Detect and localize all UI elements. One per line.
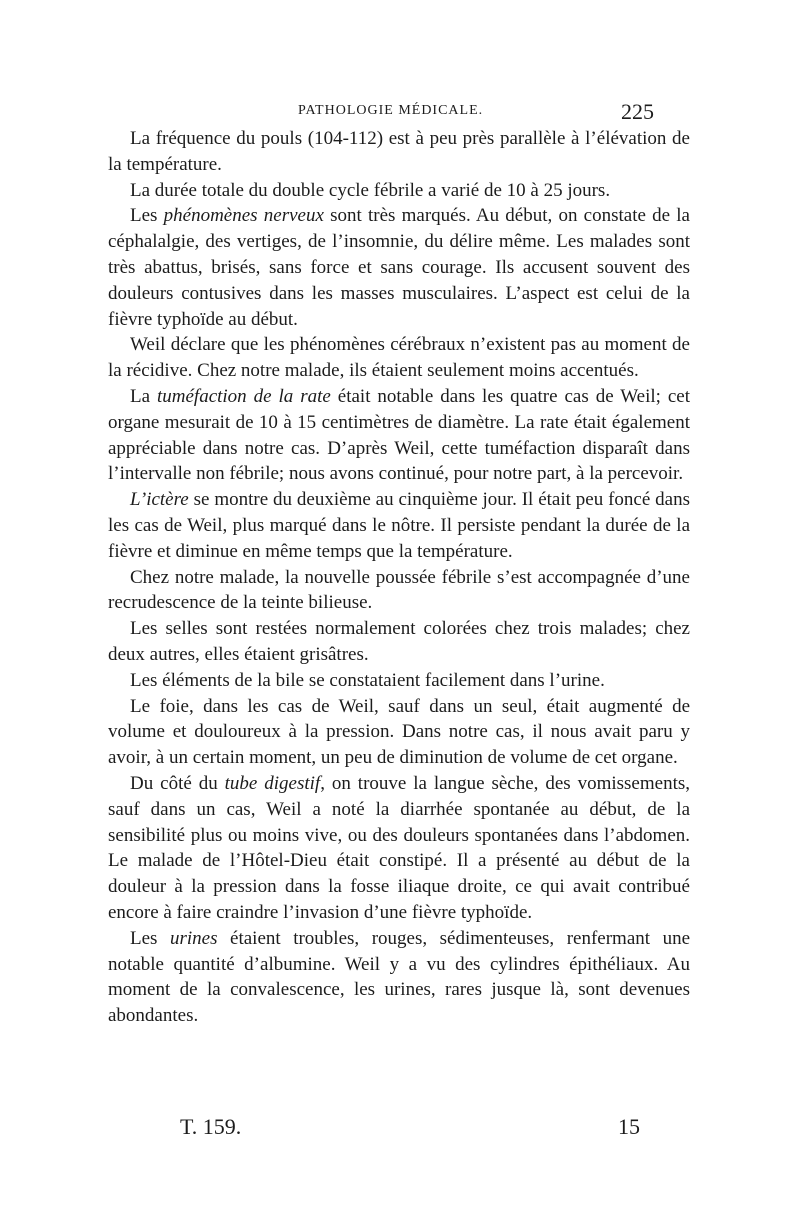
text-run: La xyxy=(130,385,157,407)
paragraph xyxy=(108,487,690,564)
text-run: Les éléments de la bile se constataient facilement dans l’urine. xyxy=(130,669,605,691)
running-title: PATHOLOGIE MÉDICALE. xyxy=(298,103,484,118)
text-run: sont très marqués. Au début, on constate de la céphalalgie, des vertiges, de l’insomnie, du délire même. Les malades sont très abattus, brisés, sans force et sans courage. Ils accusent souvent des douleurs contusives dans les masses musculaires. L’aspect est celui de la fièvre typhoïde au début. xyxy=(108,205,690,330)
italic-term: phénomènes nerveux xyxy=(163,205,324,227)
text-run: se montre du deuxième au cinquième jour. Il était peu foncé dans les cas de Weil, plus marqué dans le nôtre. Il persiste pendant la durée de la fièvre et diminue en même temps que la température. xyxy=(108,489,690,562)
text-run: Le foie, dans les cas de Weil, sauf dans un seul, était augmenté de volume et douloureux à la pression. Dans notre cas, il nous avait paru y avoir, à un certain moment, un peu de diminution de volume de cet organe. xyxy=(108,695,690,769)
text-run: Weil déclare que les phénomènes cérébraux n’existent pas au moment de la récidive. Chez notre malade, ils étaient seulement moins accentués. xyxy=(108,334,690,382)
text-run: Les selles sont restées normalement colorées chez trois malades; chez deux autres, elles étaient grisâtres. xyxy=(108,618,690,665)
sheet-number: 15 xyxy=(618,1114,640,1139)
signature-mark: T. 159. xyxy=(180,1114,242,1139)
paragraph xyxy=(108,668,690,694)
page-number: 225 xyxy=(621,99,654,124)
text-run: Les xyxy=(130,927,170,949)
text-run: , on trouve la langue sèche, des vomissements, sauf dans un cas, Weil a noté la diarrhée spontanée au début, de la sensibilité plus ou moins vive, ou des douleurs spontanées dans l’abdomen. Le malade de l’Hôtel-Dieu était constipé. Il a présenté au début de la douleur à la pression dans la fosse iliaque droite, ce qui avait contribué encore à faire craindre l’invasion d’une fièvre typhoïde. xyxy=(108,772,690,923)
paragraph xyxy=(108,178,690,204)
paragraph xyxy=(108,126,690,178)
paragraph xyxy=(108,926,690,1029)
paragraph xyxy=(108,332,690,384)
text-run: La fréquence du pouls (104-112) est à peu près parallèle à l’élévation de la température. xyxy=(108,128,690,175)
text-run: était notable dans les quatre cas de Weil; cet organe mesurait de 10 à 15 centimètres de diamètre. La rate était également appréciable dans notre cas. D’après Weil, cette tuméfaction disparaît dans l’intervalle non fébrile; nous avons continué, pour notre part, à la percevoir. xyxy=(108,385,690,485)
italic-term: L’ictère xyxy=(130,489,189,511)
text-run: Chez notre malade, la nouvelle poussée fébrile s’est accompagnée d’une recrudescence de la teinte bilieuse. xyxy=(108,566,690,614)
paragraph xyxy=(108,771,690,926)
text-run: étaient troubles, rouges, sédimenteuses, renfermant une notable quantité d’albumine. Weil y a vu des cylindres épithéliaux. Au moment de la convalescence, les urines, rares jusque là, sont devenues abondantes. xyxy=(108,927,690,1027)
italic-term: tuméfaction de la rate xyxy=(156,385,331,407)
paragraph xyxy=(108,694,690,771)
paragraph xyxy=(108,384,690,487)
text-run: Les xyxy=(130,205,164,227)
paragraph xyxy=(108,203,690,332)
italic-term: tube digestif xyxy=(224,772,321,794)
body-text xyxy=(108,126,690,1029)
text-run: La durée totale du double cycle fébrile a varié de 10 à 25 jours. xyxy=(130,179,611,201)
paragraph xyxy=(108,565,690,617)
text-run: Du côté du xyxy=(130,772,225,794)
page-footer xyxy=(180,1114,640,1144)
italic-term: urines xyxy=(169,927,218,949)
paragraph xyxy=(108,616,690,668)
page-header xyxy=(108,101,654,125)
